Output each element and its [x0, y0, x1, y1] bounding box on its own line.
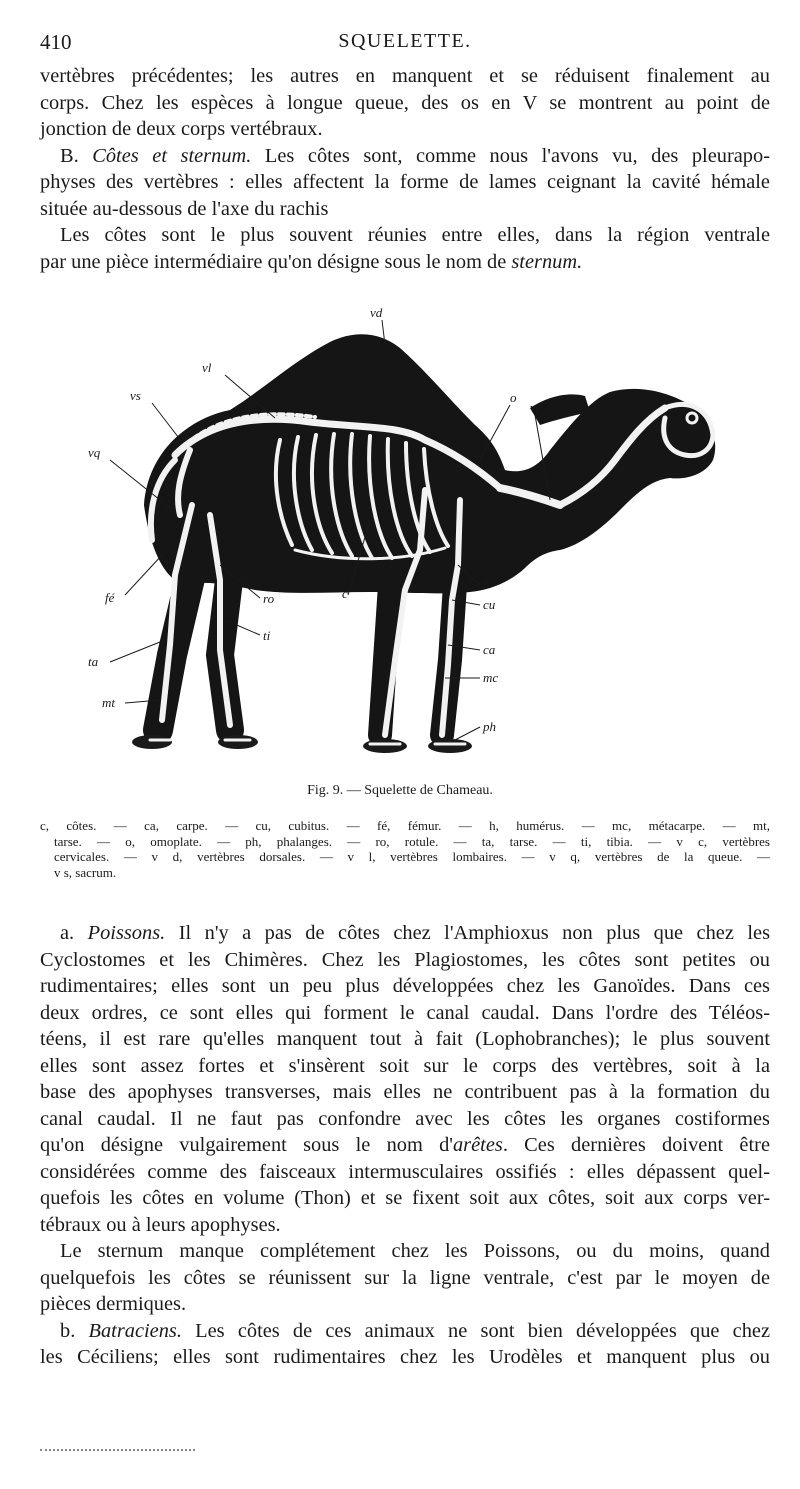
section-heading-line: [40, 920, 770, 947]
label-mc: mc: [483, 670, 499, 685]
text-fragment: Les côtes de ces animaux ne sont bien développées que chez: [181, 1319, 771, 1342]
text-line: quelquefois les côtes se réunissent sur la ligne ventrale, c'est par le moyen de: [40, 1266, 770, 1289]
text-line: considérées comme des faisceaux intermusculaires ossifiés : elles dépassent quel-: [40, 1160, 770, 1183]
label-vc: vc: [530, 400, 542, 415]
text-fragment: par une pièce intermédiaire qu'on désigne sous le nom de: [40, 250, 512, 273]
text-line: tébraux ou à leurs apophyses.: [40, 1213, 281, 1236]
camel-silhouette: [144, 334, 715, 593]
text-line: physes des vertèbres : elles affectent la forme de lames ceignant la cavité hémale: [40, 171, 770, 193]
text-line: canal caudal. Il ne faut pas confondre avec les côtes les organes costiformes: [40, 1107, 770, 1130]
label-cu: cu: [483, 597, 496, 612]
label-c: c: [342, 586, 348, 601]
text-line: située au-dessous de l'axe du rachis: [40, 197, 329, 220]
legend-line: c, côtes. — ca, carpe. — cu, cubitus. — fé, fémur. — h, humérus. — mc, métacarpe. — mt,: [40, 818, 770, 833]
running-head: [40, 30, 770, 58]
text-line: pièces dermiques.: [40, 1293, 187, 1315]
label-ti: ti: [263, 628, 271, 643]
text-line: jonction de deux corps vertébraux.: [40, 118, 323, 140]
legend-line: v s, sacrum.: [54, 864, 117, 880]
figure-caption: Fig. 9. — Squelette de Chameau.: [307, 783, 493, 798]
label-vl: vl: [202, 360, 212, 375]
text-line: [40, 249, 770, 276]
label-ca: ca: [483, 642, 496, 657]
section-letter: b.: [60, 1319, 89, 1342]
text-line: elles sont assez fortes et s'insèrent soit sur le corps des vertèbres, soit à la: [40, 1054, 770, 1077]
label-vq: vq: [88, 445, 101, 460]
aretes-term: arêtes: [452, 1134, 503, 1156]
label-vd: vd: [370, 305, 383, 320]
label-mt: mt: [102, 695, 115, 710]
label-h: h: [483, 576, 490, 591]
top-paragraphs: [40, 63, 770, 275]
footer-rule: [40, 1449, 195, 1451]
label-vs: vs: [130, 388, 141, 403]
feet: [132, 735, 472, 753]
section-heading-line: [40, 1318, 770, 1345]
running-title: SQUELETTE.: [338, 30, 472, 52]
legend-line: tarse. — o, omoplate. — ph, phalanges. — ro, rotule. — ta, tarse. — ti, tibia. — v c, vertèbres: [54, 833, 770, 849]
text-line: rudimentaires; elles sont un peu plus développées chez les Ganoïdes. Dans ces: [40, 975, 770, 997]
text-line: corps. Chez les espèces à longue queue, des os en V se montrent au point de: [40, 91, 770, 114]
text-line: téens, il est rare qu'elles manquent tout à fait (Lophobranches); le plus souvent: [40, 1028, 770, 1050]
text-line: Le sternum manque complétement chez les Poissons, ou du moins, quand: [60, 1240, 770, 1262]
body-paragraphs: [40, 920, 770, 1371]
camel-skeleton-illustration: [80, 300, 730, 770]
sternum-term: sternum.: [511, 250, 583, 273]
page-number: 410: [40, 30, 72, 54]
section-heading-line: [40, 143, 770, 170]
text-fragment: Les côtes sont, comme nous l'avons vu, des pleurapo-: [251, 144, 770, 167]
text-line: quefois les côtes en volume (Thon) et se fixent soit aux côtes, soit aux corps ver-: [40, 1187, 770, 1209]
text-line: deux ordres, ce sont elles qui forment le canal caudal. Dans l'ordre des Téléos-: [40, 1001, 770, 1024]
legs: [158, 570, 455, 735]
text-line: [40, 1132, 770, 1159]
text-line: vertèbres précédentes; les autres en manquent et se réduisent finalement au: [40, 65, 770, 87]
text-line: les Céciliens; elles sont rudimentaires chez les Urodèles et manquent plus ou: [40, 1346, 770, 1368]
figure-legend: [40, 818, 770, 880]
text-line: Les côtes sont le plus souvent réunies entre elles, dans la région ventrale: [60, 224, 770, 246]
text-fragment: qu'on désigne vulgairement sous le nom d': [40, 1134, 453, 1156]
label-ph: ph: [483, 719, 496, 734]
section-letter: B.: [60, 144, 79, 167]
legend-line: cervicales. — v d, vertèbres dorsales. — v l, vertèbres lombaires. — v q, vertèbres de la queue. —: [54, 849, 770, 864]
section-heading: Poissons.: [87, 922, 166, 944]
text-line: Cyclostomes et les Chimères. Chez les Plagiostomes, les côtes sont petites ou: [40, 948, 770, 971]
label-fe: fé: [105, 590, 115, 605]
section-heading: Batraciens.: [88, 1319, 182, 1342]
text-line: base des apophyses transverses, mais elles ne contribuent pas à la formation du: [40, 1081, 770, 1103]
camel-skeleton-figure: [80, 300, 730, 770]
section-letter: a.: [60, 922, 88, 944]
text-fragment: Il n'y a pas de côtes chez l'Amphioxus non plus que chez les: [165, 922, 771, 944]
label-ta: ta: [88, 654, 99, 669]
section-heading: Côtes et sternum.: [92, 144, 252, 167]
label-ro: ro: [263, 591, 275, 606]
label-o: o: [510, 390, 517, 405]
text-fragment: . Ces dernières doivent être: [502, 1134, 770, 1156]
